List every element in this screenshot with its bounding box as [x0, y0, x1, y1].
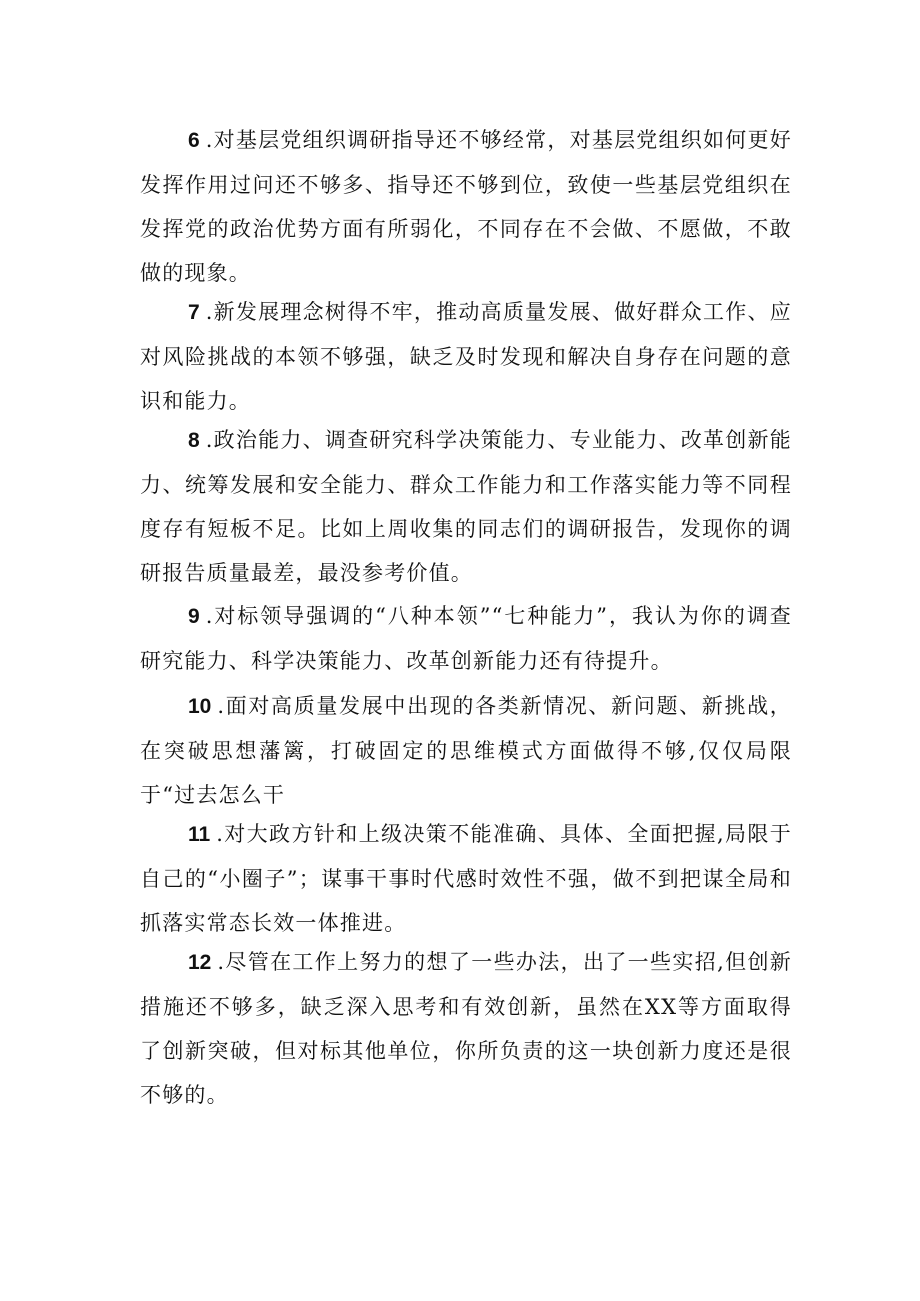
paragraph-number: 8 — [188, 429, 200, 452]
paragraph-number: 10 — [188, 695, 212, 718]
paragraph-7 — [140, 290, 792, 423]
paragraph-text: .对基层党组织调研指导还不够经常，对基层党组织如何更好发挥作用过问还不够多、指导还不够到位，致使一些基层党组织在发挥党的政治优势方面有所弱化，不同存在不会做、不愿做，不敢做的现象。 — [140, 128, 792, 285]
paragraph-text: .面对高质量发展中出现的各类新情况、新问题、新挑战，在突破思想藩篱，打破固定的思维模式方面做得不够,仅仅局限于“过去怎么干 — [140, 694, 792, 807]
paragraph-8 — [140, 418, 792, 595]
paragraph-text: .尽管在工作上努力的想了一些办法，出了一些实招,但创新措施还不够多，缺乏深入思考和有效创新，虽然在XX等方面取得了创新突破，但对标其他单位，你所负责的这一块创新力度还是很不够的。 — [140, 950, 792, 1107]
paragraph-12 — [140, 940, 792, 1117]
paragraph-10 — [140, 684, 792, 817]
paragraph-text: .政治能力、调查研究科学决策能力、专业能力、改革创新能力、统筹发展和安全能力、群众工作能力和工作落实能力等不同程度存有短板不足。比如上周收集的同志们的调研报告，发现你的调研报告质量最差，最没参考价值。 — [140, 428, 792, 585]
paragraph-6 — [140, 118, 792, 295]
paragraph-text: .对大政方针和上级决策不能准确、具体、全面把握,局限于自己的“小圈子”；谋事干事时代感时效性不强，做不到把谋全局和抓落实常态长效一体推进。 — [140, 822, 792, 935]
paragraph-number: 12 — [188, 951, 212, 974]
paragraph-9 — [140, 594, 792, 683]
paragraph-number: 6 — [188, 129, 200, 152]
paragraph-11 — [140, 812, 792, 945]
paragraph-text: .新发展理念树得不牢，推动高质量发展、做好群众工作、应对风险挑战的本领不够强，缺乏及时发现和解决自身存在问题的意识和能力。 — [140, 300, 792, 413]
paragraph-number: 9 — [188, 605, 200, 628]
paragraph-number: 11 — [188, 823, 211, 846]
paragraph-text: .对标领导强调的“八种本领”“七种能力”，我认为你的调查研究能力、科学决策能力、改革创新能力还有待提升。 — [140, 604, 792, 673]
paragraph-number: 7 — [188, 301, 200, 324]
